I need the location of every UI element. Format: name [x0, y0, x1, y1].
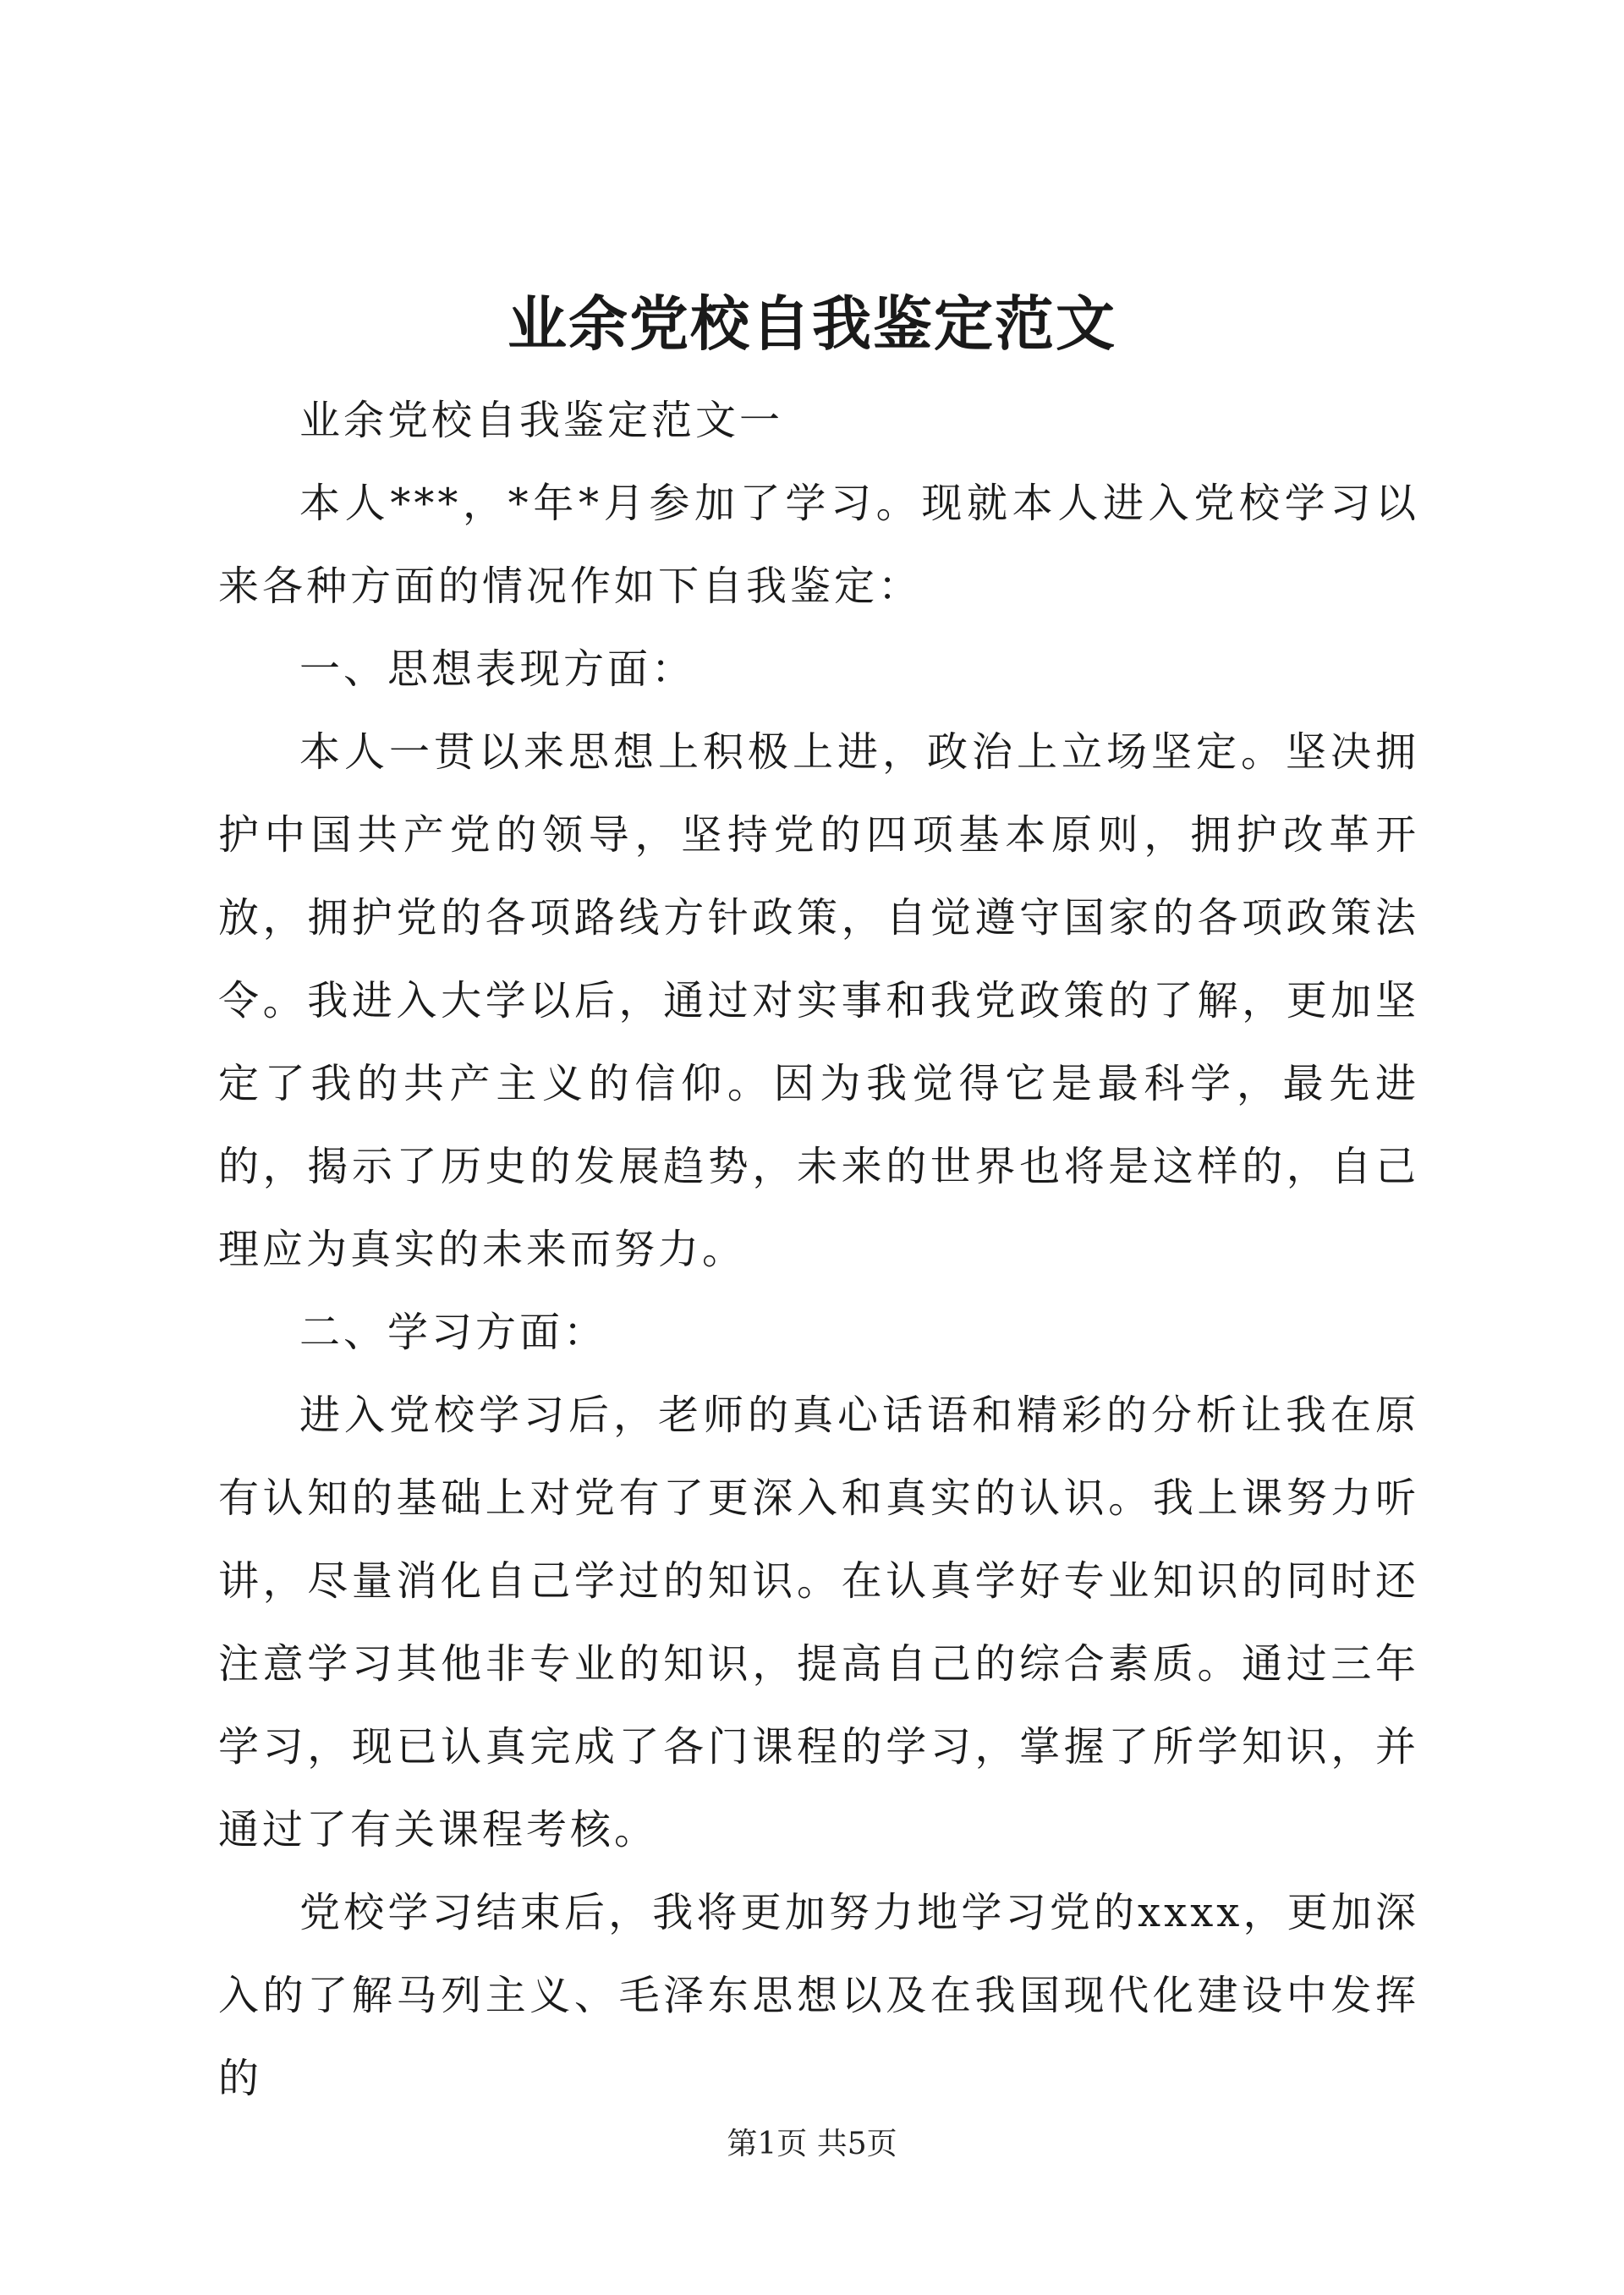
- paragraph-conclusion: 党校学习结束后，我将更加努力地学习党的xxxx，更加深入的了解马列主义、毛泽东思想以及在我国现代化建设中发挥的: [218, 1889, 1419, 2102]
- paragraph-intro: 本人***，*年*月参加了学习。现就本人进入党校学习以来各种方面的情况作如下自我鉴定：: [218, 480, 1419, 610]
- section-heading-study: 二、学习方面：: [299, 1309, 608, 1356]
- paragraph-ideology: 本人一贯以来思想上积极上进，政治上立场坚定。坚决拥护中国共产党的领导，坚持党的四项基本原则，拥护改革开放，拥护党的各项路线方针政策，自觉遵守国家的各项政策法令。我进入大学以后，通过对实事和我党政策的了解，更加坚定了我的共产主义的信仰。因为我觉得它是最科学，最先进的，揭示了历史的发展趋势，未来的世界也将是这样的，自己理应为真实的未来而努力。: [218, 728, 1419, 1273]
- section-heading-ideology: 一、思想表现方面：: [299, 645, 696, 693]
- paragraph-subtitle: 业余党校自我鉴定范文一: [299, 397, 784, 444]
- document-body: [218, 379, 1419, 2120]
- document-title: 业余党校自我鉴定范文: [508, 288, 1116, 359]
- page-footer: 第1页 共5页: [727, 2127, 897, 2161]
- paragraph-study: 进入党校学习后，老师的真心话语和精彩的分析让我在原有认知的基础上对党有了更深入和真实的认识。我上课努力听讲，尽量消化自己学过的知识。在认真学好专业知识的同时还注意学习其他非专业的知识，提高自己的综合素质。通过三年学习，现已认真完成了各门课程的学习，掌握了所学知识，并通过了有关课程考核。: [218, 1392, 1419, 1853]
